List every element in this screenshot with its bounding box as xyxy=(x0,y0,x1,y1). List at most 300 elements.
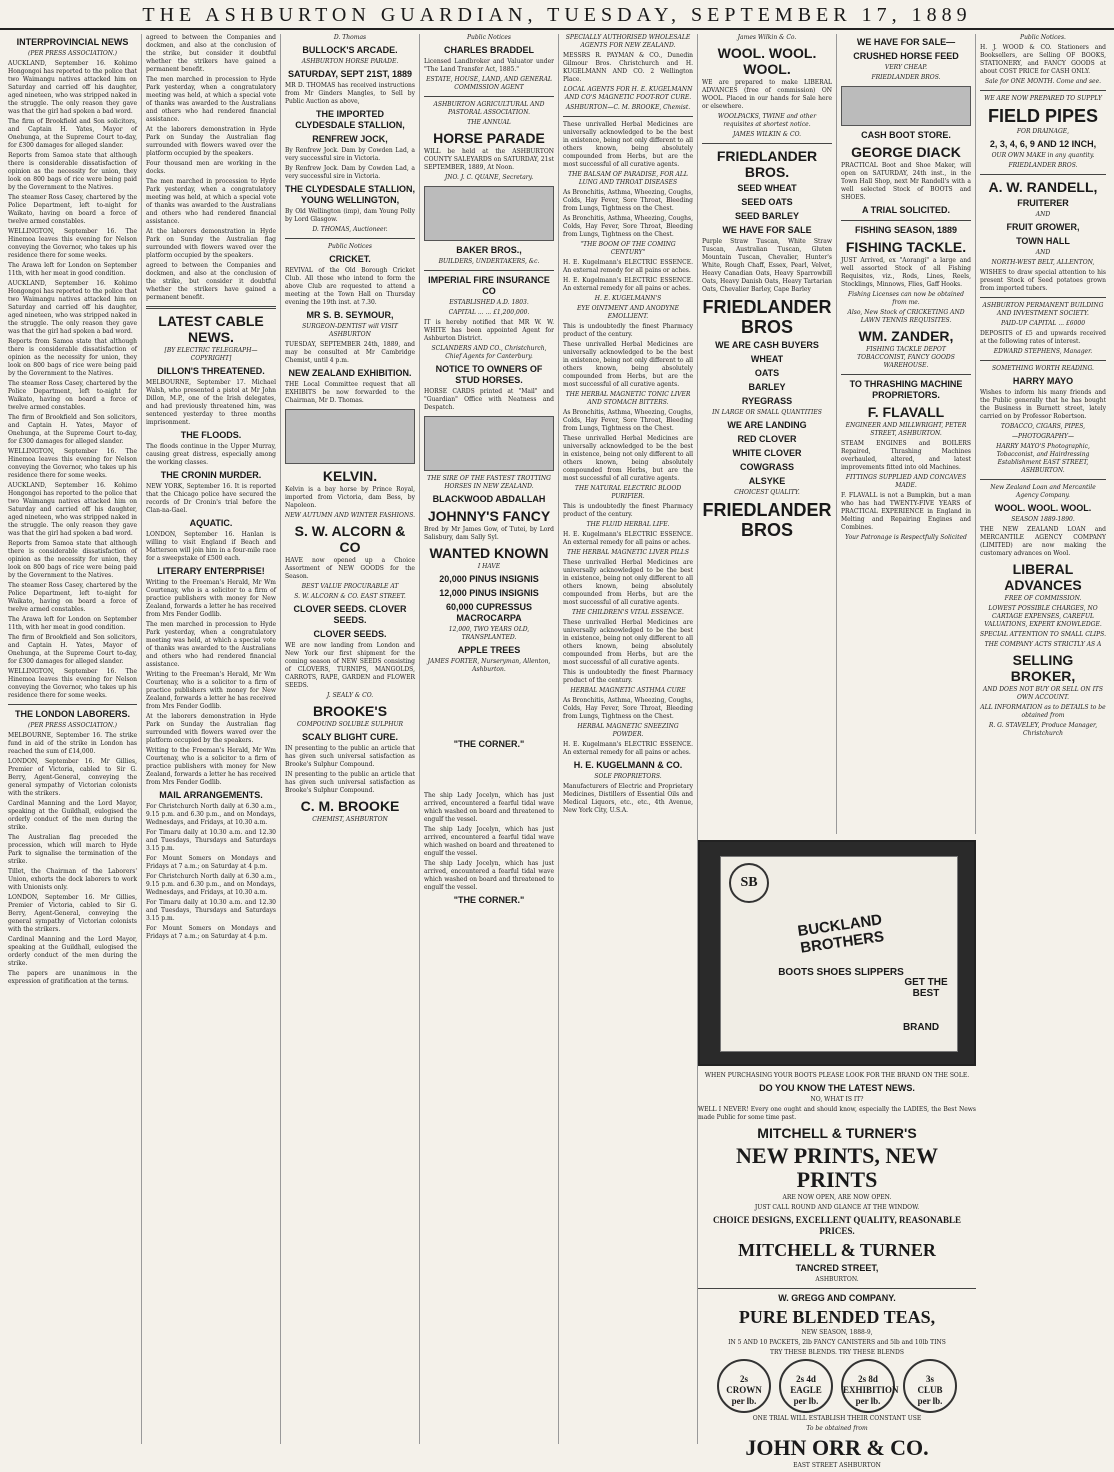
headline: THE FLOODS. xyxy=(180,430,242,440)
ad-heading: THE FLUID HERBAL LIFE. xyxy=(586,521,670,528)
ad-heading: S. W. ALCORN & CO xyxy=(294,523,406,555)
ad-heading: CRUSHED HORSE FEED xyxy=(853,51,959,61)
ad-text: WE are prepared to make LIBERAL ADVANCES (free of commission) ON WOOL. Placed in our hands for Sale here or elsewhere. xyxy=(702,79,832,110)
boot-engraving xyxy=(841,86,971,126)
ad-heading: COWGRASS xyxy=(740,462,794,472)
ad-text: ESTABLISHED A.D. 1803. xyxy=(449,299,529,306)
ad-text: EAST STREET ASHBURTON xyxy=(793,1462,881,1469)
article-text: Cardinal Manning and the Lord Mayor, speaking at the Guildhall, eulogised the orderly conduct of the men during the strike. xyxy=(8,936,137,967)
ad-text: These unrivalled Herbal Medicines are universally acknowledged to be the best in existence, being not only different to all others known, being absolutely compounded from Herbs, but are the most successful of all curative agents. xyxy=(563,341,693,388)
ad-text: JUST CALL ROUND AND GLANCE AT THE WINDOW. xyxy=(754,1204,920,1211)
article-text: Writing to the Freeman's Herald, Mr Wm Courtenay, who is a solicitor to a firm of practice publishers with money for New Zealand, forwards a letter he has received from Mrs Fender Godlib. xyxy=(146,671,276,710)
ad-heading: FIELD PIPES xyxy=(987,106,1099,126)
ad-text: These unrivalled Herbal Medicines are universally acknowledged to be the best in existence, being not only different to all others known, being absolutely compounded from Herbs, but are the most successful of all curative agents. xyxy=(563,435,693,482)
ad-heading: NOTICE TO OWNERS OF STUD HORSES. xyxy=(435,364,543,385)
ad-text: DEPOSITS of £5 and upwards received at the following rates of interest. xyxy=(980,330,1106,345)
ad-text: H. E. Kugelmann's ELECTRIC ESSENCE. An external remedy for all pains or aches. xyxy=(563,741,693,756)
carriage-engraving xyxy=(424,186,554,241)
divider xyxy=(702,143,832,144)
ad-text: WOOLPACKS, TWINE and other requisites at shortest notice. xyxy=(717,113,817,128)
article-text: For Mount Somers on Mondays and Fridays at 7 a.m.; on Saturday at 4 p.m. xyxy=(146,855,276,870)
ad-heading: FISHING TACKLE. xyxy=(845,239,967,255)
ad-heading: WHEAT xyxy=(750,354,784,364)
ad-heading: MR S. B. SEYMOUR, xyxy=(306,310,394,320)
ad-text: ASHBURTON AGRICULTURAL AND PASTORAL ASSOCIATION. xyxy=(433,101,545,116)
badge-tagline: GET THE BEST xyxy=(904,977,948,999)
tea-name: EXHIBITION xyxy=(843,1385,899,1395)
ad-text: JUST Arrived, ex "Aorangi" a large and well assorted Stock of all Fishing Requisites, viz., Rods, Lines, Reels, Stocklings, Minnows, Flies, Gaff Hooks. xyxy=(841,257,971,288)
ad-text: J. SEALY & CO. xyxy=(326,692,374,699)
ad-text: By Old Wellington (imp), dam Young Polly by Lord Glasgow. xyxy=(285,208,415,223)
divider xyxy=(424,270,554,271)
article-text: At the laborers demonstration in Hyde Park on Sunday the Australian flag surrounded with flowers waved over the platform occupied by the speakers. xyxy=(146,228,276,259)
ad-heading: A TRIAL SOLICITED. xyxy=(861,205,950,215)
ad-text: Purple Straw Tuscan, White Straw Tuscan, Australian Tuscan, Gluten Mountain Tuscan, Chevalier, Hunter's White, Rough Chaff, Essex, Pearl, Velvet, Heavy Canadian Oats, Heavy Sparrowbill Oats, Heavy Danish Oats, Heavy Tartarian Oats, Chevalier Barley, Cape Barley xyxy=(702,238,832,293)
ad-heading: BULLOCK'S ARCADE. xyxy=(302,45,398,55)
ad-text: ESTATE, HOUSE, LAND, AND GENERAL COMMISSION AGENT xyxy=(426,76,552,91)
article-text: Four thousand men are working in the docks. xyxy=(146,160,276,175)
ad-heading: A. W. RANDELL, xyxy=(988,179,1098,195)
ad-heading: PURE BLENDED TEAS, xyxy=(738,1307,936,1327)
ad-text: JAMES FORTER, Nurseryman, Allenton, Ashburton. xyxy=(427,658,551,673)
ad-text: F. FLAVALL is not a Bumpkin, but a man who has had TWENTY-FIVE YEARS of PRACTICAL EXPERIENCE in England in Melting and Repairing Engines and Combines. xyxy=(841,492,971,531)
ad-text: Public Notices xyxy=(327,243,373,250)
ad-text: WE are now landing from London and New York our first shipment for the coming season of NEW SEEDS consisting of CLOVERS, TURNIPS, MANGOLDS, CARROTS, RAPE, GARDEN and FLOWER SEEDS. xyxy=(285,642,415,689)
ad-text: FRIEDLANDER BROS. xyxy=(1008,162,1078,169)
ad-text: IN 5 AND 10 PACKETS, 2lb FANCY CANISTERS and 5lb and 10lb TINS xyxy=(728,1339,946,1346)
ad-heading: BLACKWOOD ABDALLAH xyxy=(432,494,546,504)
ad-text: THE NEW ZEALAND LOAN and MERCANTILE AGENCY COMPANY (LIMITED) are now making the customary advances on Wool. xyxy=(980,526,1106,557)
article-text: For Christchurch North daily at 6.30 a.m., 9.15 p.m. and 6.30 p.m., and on Mondays, Wednesdays, and Fridays, at 10.30 a.m. xyxy=(146,873,276,896)
badge-inner xyxy=(720,856,958,1052)
ad-heading: THE IMPORTED CLYDESDALE STALLION, xyxy=(295,109,405,130)
ad-text: Bred by Mr James Gow, of Tutei, by Lord Salisbury, dam Sally Syl. xyxy=(424,526,554,541)
ad-heading: SELLING BROKER, xyxy=(1010,652,1076,684)
ad-text: ASHBURTON HORSE PARADE. xyxy=(301,58,399,65)
article-text: Writing to the Freeman's Herald, Mr Wm Courtenay, who is a solicitor to a firm of practice publishers with money for New Zealand, forwards a letter he has received from Mrs Fender Godlib. xyxy=(146,747,276,786)
ad-text: As Bronchitis, Asthma, Wheezing, Coughs, Colds, Hay Fever, Sore Throat, Bleeding from Lungs, Tightness on the Chest. xyxy=(563,215,693,238)
sb-monogram: SB xyxy=(729,863,769,903)
article-text: For Mount Somers on Mondays and Fridays at 7 a.m.; on Saturday at 4 p.m. xyxy=(146,925,276,940)
ad-heading: KELVIN. xyxy=(322,468,378,484)
ad-text: THE ANNUAL xyxy=(467,119,511,126)
ad-heading: WANTED KNOWN xyxy=(429,545,549,561)
article-text: agreed to between the Companies and dockmen, and also at the conclusion of the strike, but consider it doubtful whether the strikers have gained a permanent benefit. xyxy=(146,262,276,301)
article-text: At the laborers demonstration in Hyde Park on Sunday the Australian flag surrounded with flowers waved over the platform occupied by the speakers. xyxy=(146,713,276,744)
ad-text: Also, New Stock of CRICKETING AND LAWN TENNIS REQUISITES. xyxy=(847,309,965,324)
article-text: NEW YORK, September 16. It is reported that the Chicago police have secured the records of Dr Cronin's trial before the Clan-na-Gael. xyxy=(146,483,276,514)
column-4 xyxy=(420,34,559,1444)
ad-text: S. W. ALCORN & CO. EAST STREET. xyxy=(294,593,406,600)
ad-text: AND xyxy=(1035,211,1051,218)
ad-text: FITTINGS SUPPLIED AND CONCAVES MADE. xyxy=(845,474,967,489)
tea-unit: per lb. xyxy=(917,1396,943,1406)
ad-heading: WE HAVE FOR SALE xyxy=(722,225,812,235)
ad-heading: F. FLAVALL xyxy=(867,404,945,420)
ad-heading: "THE BOOM OF THE COMING CENTURY" xyxy=(580,241,676,256)
ad-heading: THE CHILDREN'S VITAL ESSENCE. xyxy=(572,609,684,616)
buckland-brand-badge xyxy=(698,840,976,1066)
ad-heading: 2, 3, 4, 6, 9 AND 12 INCH, xyxy=(989,139,1097,149)
article-text: The men marched in procession to Hyde Park yesterday, when a congratulatory meeting was held, at which a special vote of thanks was awarded to the Australians and others who had rendered financial assistance. xyxy=(146,76,276,123)
ad-heading: SEED WHEAT xyxy=(737,183,797,193)
ad-text: REVIVAL of the Old Borough Cricket Club. All those who intend to form the above Club are requested to attend a meeting at the Town Hall on Thursday evening the 19th inst. at 7.30. xyxy=(285,267,415,306)
article-text: The floods continue in the Upper Murray, causing great distress, especially among the working classes. xyxy=(146,443,276,466)
divider xyxy=(980,297,1106,298)
article-text: LONDON, September 16. Mr Gillies, Premier of Victoria, cabled to Sir G. Berry, Agent-General, conveying the general sympathy of Victorian colonists with the strikers. xyxy=(8,894,137,933)
ad-text: WISHES to draw special attention to his present Stock of Seed potatoes grown from imported tubers. xyxy=(980,269,1106,292)
ad-heading: IMPERIAL FIRE INSURANCE CO xyxy=(428,275,550,296)
tea-badge-eagle xyxy=(779,1359,833,1413)
ad-heading: LIBERAL ADVANCES xyxy=(1004,561,1082,593)
article-text: agreed to between the Companies and dockmen, and also at the conclusion of the strike, but consider it doubtful whether the strikers have gained a permanent benefit. xyxy=(146,34,276,73)
tea-price: 3s xyxy=(925,1374,934,1384)
column-8 xyxy=(976,34,1110,1444)
ad-heading: TOWN HALL xyxy=(1016,236,1070,246)
ad-text: H. E. Kugelmann's ELECTRIC ESSENCE. An external remedy for all pains or aches. xyxy=(563,531,693,546)
divider xyxy=(841,220,971,221)
article-text: MELBOURNE, September 16. The strike fund in aid of the strike in London has reached the sum of £14,000. xyxy=(8,732,137,755)
tea-name: EAGLE xyxy=(790,1385,822,1395)
horse-engraving xyxy=(285,409,415,464)
article-text: AUCKLAND, September 16. Kohimo Hongongoi has reported to the police that two Waimangu natives attacked him on Saturday and carried off his daughter, aged nineteen, who was stripped naked in the struggle. The only reason they gave was that the girl had spoken a bad word. xyxy=(8,280,137,335)
ad-heading: CHOICE DESIGNS, EXCELLENT QUALITY, REASONABLE PRICES. xyxy=(712,1215,962,1236)
ad-text: H. J. WOOD & CO. Stationers and Booksellers, are Selling OF BOOKS, STATIONERY, and FANCY GOODS at about COST PRICE for CASH ONLY. xyxy=(980,44,1106,75)
ad-heading: RED CLOVER xyxy=(737,434,797,444)
ad-text: JAMES WILKIN & CO. xyxy=(732,131,802,138)
ad-text: H. E. Kugelmann's ELECTRIC ESSENCE. An external remedy for all pains or aches. xyxy=(563,259,693,274)
divider xyxy=(285,238,415,239)
divider xyxy=(698,1288,976,1289)
article-text: The firm of Brookfield and Son solicitors, and Captain H. Yates, Mayor of Onehunga, at the Supreme Court to-day, for £300 damages for alleged slander. xyxy=(8,118,137,149)
headline: MAIL ARRANGEMENTS. xyxy=(159,790,263,800)
ad-heading: HORSE PARADE xyxy=(433,130,545,146)
tea-unit: per lb. xyxy=(855,1396,881,1406)
ad-text: HAVE now opened up a Choice Assortment of NEW GOODS for the Season. xyxy=(285,557,415,580)
ad-text: IN presenting to the public an article that has given such universal satisfaction as Brooke's Sulphur Compound. xyxy=(285,771,415,794)
ad-text: This is undoubtedly the finest Pharmacy product of the century. xyxy=(563,669,693,684)
divider xyxy=(563,116,693,117)
ad-text: This is undoubtedly the finest Pharmacy product of the century. xyxy=(563,323,693,338)
ad-text: TUESDAY, SEPTEMBER 24th, 1889, and may be consulted at Mr Cambridge Chemist, until 4 p.m. xyxy=(285,341,415,364)
ad-heading: NEW ZEALAND EXHIBITION. xyxy=(288,368,412,378)
ad-heading: HERBAL MAGNETIC ASTHMA CURE xyxy=(570,687,686,694)
ad-heading: THE HERBAL MAGNETIC LIVER PILLS xyxy=(566,549,690,556)
ad-text: WILL be held at the ASHBURTON COUNTY SALEYARDS on SATURDAY, 21st SEPTEMBER, 1889, At Noon. xyxy=(424,148,554,171)
ad-heading: WE HAVE FOR SALE— xyxy=(856,37,956,47)
tea-badge-club xyxy=(903,1359,957,1413)
ad-text: COMPOUND SOLUBLE SULPHUR xyxy=(296,721,404,728)
ad-text: WE ARE NOW PREPARED TO SUPPLY xyxy=(984,95,1102,102)
divider xyxy=(980,360,1106,361)
article-text: The steamer Ross Casey, chartered by the Police Department, left to-night for Waikato, having on board a force of twelve armed constables. xyxy=(8,582,137,613)
divider xyxy=(980,90,1106,91)
tea-price: 2s 4d xyxy=(796,1374,816,1384)
ad-heading: CRICKET. xyxy=(329,254,371,264)
article-text: The Australian flag preceded the procession, which will march to Hyde Park to signalise the termination of the strike. xyxy=(8,834,137,865)
headline: THE LONDON LABORERS. xyxy=(14,709,130,719)
ad-heading: SEED OATS xyxy=(741,197,793,207)
ad-heading: FISHING SEASON, 1889 xyxy=(854,225,958,235)
ad-text: D. THOMAS, Auctioneer. xyxy=(312,226,388,233)
ad-heading: SCALY BLIGHT CURE. xyxy=(301,732,398,742)
ad-text: —PHOTOGRAPHY— xyxy=(1012,433,1074,440)
article-text: The ship Lady Jocelyn, which has just arrived, encountered a fearful tidal wave which washed on board and threatened to engulf the vessel. xyxy=(424,792,554,823)
ad-text: MESSRS R. PAYMAN & CO., Dunedin Gilmour Bros. Christchurch and H. KUGELMANN AND CO. 2 Wellington Place. xyxy=(563,52,693,83)
ad-text: TOBACCO, CIGARS, PIPES, xyxy=(1000,423,1086,430)
ad-heading: DO YOU KNOW THE LATEST NEWS. xyxy=(759,1083,915,1093)
article-text: Reports from Samoa state that although there is considerable dissatisfaction of opinion as the necessity for union, they look on 800 bags of rice were being paid by the Government to the Natives. xyxy=(8,540,137,579)
ad-text: IN presenting to the public an article that has given such universal satisfaction as Brooke's Sulphur Compound. xyxy=(285,745,415,768)
ad-text: SURGEON-DENTIST will VISIT ASHBURTON xyxy=(302,323,398,338)
article-text: The papers are unanimous in the expression of gratification at the terms. xyxy=(8,970,137,985)
column-3 xyxy=(281,34,420,1444)
ad-text: BEST VALUE PROCURABLE AT xyxy=(301,583,399,590)
ad-heading: GEORGE DIACK xyxy=(851,144,961,160)
ad-text: Public Notices xyxy=(466,34,512,41)
column-2 xyxy=(142,34,281,1444)
ad-text: 12,000, TWO YEARS OLD, TRANSPLANTED. xyxy=(448,626,530,641)
ad-text: R. G. STAVELEY, Produce Manager, Christchurch xyxy=(988,722,1098,737)
ad-text: CHOICEST QUALITY. xyxy=(734,489,800,496)
tea-name: CLUB xyxy=(917,1385,943,1395)
divider xyxy=(980,174,1106,175)
ad-heading: TO THRASHING MACHINE PROPRIETORS. xyxy=(849,379,963,400)
ad-text: FOR DRAINAGE, xyxy=(1016,128,1070,135)
ad-text: ASHBURTON—C. M. BROOKE, Chemist. xyxy=(565,104,691,111)
ad-heading: WOOL. WOOL. WOOL. xyxy=(717,45,817,77)
ad-text: EYE OINTMENT AND ANODYNE EMOLLIENT. xyxy=(576,305,680,320)
ad-text: FREE OF COMMISSION. xyxy=(1004,595,1082,602)
ad-text: This is undoubtedly the finest Pharmacy product of the century. xyxy=(563,503,693,518)
ad-heading: H. E. KUGELMANN'S xyxy=(594,295,662,302)
ad-heading: W. GREGG AND COMPANY. xyxy=(778,1293,896,1303)
ad-heading: BARLEY xyxy=(748,382,786,392)
ad-heading: 20,000 PINUS INSIGNIS xyxy=(439,574,539,584)
article-text: Writing to the Freeman's Herald, Mr Wm Courtenay, who is a solicitor to a firm of practice publishers with money for New Zealand, forwards a letter he has received from Mrs Fender Godlib. xyxy=(146,579,276,618)
ad-text: As Bronchitis, Asthma, Wheezing, Coughs, Colds, Hay Fever, Sore Throat, Bleeding from Lungs, Tightness on the Chest. xyxy=(563,189,693,212)
tea-unit: per lb. xyxy=(731,1396,757,1406)
tea-unit: per lb. xyxy=(793,1396,819,1406)
ad-heading: RENFREW JOCK, xyxy=(312,134,388,144)
ad-text: NO, WHAT IS IT? xyxy=(810,1096,864,1103)
article-text: For Timaru daily at 10.30 a.m. and 12.30 and Tuesdays, Thursdays and Saturdays 3.15 p.m. xyxy=(146,899,276,922)
badge-brand-word: BRAND xyxy=(902,1022,940,1033)
divider xyxy=(841,374,971,375)
article-text: WELLINGTON, September 16. The Hinemoa leaves this evening for Nelson conveying the Governor, who takes up his residence there for some weeks. xyxy=(8,448,137,479)
ad-heading: CLOVER SEEDS. CLOVER SEEDS. xyxy=(293,604,407,625)
ad-text: BUILDERS, UNDERTAKERS, &c. xyxy=(438,258,540,265)
column-1 xyxy=(4,34,142,1444)
headline: AQUATIC. xyxy=(189,518,233,528)
ad-text: Licensed Landbroker and Valuator under "The Land Transfer Act, 1885." xyxy=(424,58,554,73)
ad-text: PRACTICAL Boot and Shoe Maker, will open on SATURDAY, 24th inst., in the Town Hall Shop, next Mr Randell's with a well selected Stock of BOOTS and SHOES. xyxy=(841,162,971,201)
column-7 xyxy=(837,34,976,834)
ad-heading: MITCHELL & TURNER'S xyxy=(757,1125,917,1141)
ad-text: These unrivalled Herbal Medicines are universally acknowledged to be the best in existence, being not only different to all others known, being absolutely compounded from Herbs, but are the most successful of all curative agents. xyxy=(563,559,693,606)
ad-text: CHEMIST, ASHBURTON xyxy=(312,816,388,823)
article-text: The steamer Ross Casey, chartered by the Police Department, left to-night for Waikato, having on board a force of twelve armed constables. xyxy=(8,380,137,411)
ad-text: Your Patronage is Respectfully Solicited xyxy=(845,534,967,541)
article-text: For Timaru daily at 10.30 a.m. and 12.30 and Tuesdays, Thursdays and Saturdays 3.15 p.m. xyxy=(146,829,276,852)
ad-text: SPECIALLY AUTHORISED WHOLESALE AGENTS FOR NEW ZEALAND. xyxy=(565,34,691,49)
subhead: [BY ELECTRIC TELEGRAPH—COPYRIGHT] xyxy=(164,347,258,362)
headline: INTERPROVINCIAL NEWS xyxy=(16,37,129,47)
ad-heading: MITCHELL & TURNER xyxy=(738,1240,936,1260)
ad-text: TRY THESE BLENDS. TRY THESE BLENDS xyxy=(770,1349,904,1356)
article-text: The Arawa left for London on September 11th, with her meat in good condition. xyxy=(8,262,137,277)
ad-text: NEW SEASON, 1888-9, xyxy=(801,1329,873,1336)
ad-text: LOWEST POSSIBLE CHARGES, NO CARTAGE EXPENSES, CAREFUL VALUATIONS, EXPERT KNOWLEDGE. xyxy=(984,605,1102,628)
ad-text: ASHBURTON. xyxy=(815,1276,859,1283)
ad-heading: ALSYKE xyxy=(748,476,786,486)
ad-heading: CLOVER SEEDS. xyxy=(313,629,387,639)
ad-text: THE Local Committee request that all EXHIBITS be now forwarded to the Chairman, Mr D. Thomas. xyxy=(285,381,415,404)
ad-text: MR D. THOMAS has received instructions from Mr Ginders Mangles, to Sell by Public Auction as above, xyxy=(285,82,415,105)
ad-heading: BAKER BROS., xyxy=(456,245,522,255)
ad-heading: THE CLYDESDALE STALLION, YOUNG WELLINGTON, xyxy=(285,184,416,205)
ad-text: PAID-UP CAPITAL ... £6000 xyxy=(1000,320,1086,327)
divider xyxy=(980,479,1106,480)
ad-text: WHEN PURCHASING YOUR BOOTS PLEASE LOOK FOR THE BRAND ON THE SOLE. xyxy=(704,1072,970,1079)
ad-text: VERY CHEAP. xyxy=(884,64,928,71)
ad-heading: WOOL. WOOL. WOOL. xyxy=(994,503,1092,513)
ad-text: AND xyxy=(1035,249,1051,256)
ad-heading: THE BALSAM OF PARADISE, FOR ALL LUNG AND THROAT DISEASES xyxy=(568,171,688,186)
ad-heading: C. M. BROOKE xyxy=(300,798,400,814)
ad-text: Sale for ONE MONTH. Come and see. xyxy=(984,78,1102,85)
article-text: The men marched in procession to Hyde Park yesterday, when a congratulatory meeting was held, at which a special vote of thanks was awarded to the Australians and others who had rendered financial assistance. xyxy=(146,178,276,225)
divider xyxy=(8,704,137,705)
ad-text: EDWARD STEPHENS, Manager. xyxy=(993,348,1093,355)
ad-heading: 60,000 CUPRESSUS MACROCARPA xyxy=(445,602,533,623)
headline: THE CRONIN MURDER. xyxy=(160,470,262,480)
article-text: The men marched in procession to Hyde Park yesterday, when a congratulatory meeting was held, at which a special vote of thanks was awarded to the Australians and others who had rendered financial assistance. xyxy=(146,621,276,668)
subhead: (PER PRESS ASSOCIATION.) xyxy=(28,722,117,729)
tea-price: 2s xyxy=(739,1374,748,1384)
ad-heading: TANCRED STREET, xyxy=(795,1263,879,1273)
ad-text: HARRY MAYO'S Photographic, Tobacconist, and Hairdressing Establishment EAST STREET, ASHBURTON. xyxy=(996,443,1090,474)
tea-price: 2s 8d xyxy=(858,1374,878,1384)
tea-badge-crown xyxy=(717,1359,771,1413)
ad-heading: HERBAL MAGNETIC SNEEZING POWDER. xyxy=(577,723,679,738)
ad-text: ONE TRIAL WILL ESTABLISH THEIR CONSTANT USE xyxy=(752,1415,922,1422)
article-text: At the laborers demonstration in Hyde Park on Sunday the Australian flag surrounded with flowers waved over the platform occupied by the speakers. xyxy=(146,126,276,157)
ad-heading: WM. ZANDER, xyxy=(858,328,954,344)
ad-text: ARE NOW OPEN, ARE NOW OPEN. xyxy=(782,1194,892,1201)
article-text: Tillet, the Chairman of the Laborers' Union, exhorts the dock laborers to work with Unionists only. xyxy=(8,868,137,891)
ad-heading: OATS xyxy=(754,368,780,378)
ad-heading: JOHN ORR & CO. xyxy=(745,1435,929,1460)
article-text: Reports from Samoa state that although there is considerable dissatisfaction of opinion as the necessity for union, they look on 800 bags of rice were being paid by the Government to the Natives. xyxy=(8,338,137,377)
divider xyxy=(424,96,554,97)
ad-heading: NEW PRINTS, NEW PRINTS xyxy=(736,1143,938,1192)
article-text: The Arawa left for London on September 11th, with her meat in good condition. xyxy=(8,616,137,631)
ad-heading: WE ARE LANDING xyxy=(727,420,807,430)
ad-heading: CHARLES BRADDEL xyxy=(444,45,534,55)
ad-text: James Wilkin & Co. xyxy=(737,34,797,41)
ad-text: IT is hereby notified that MR W. W. WHITE has been appointed Agent for Ashburton District. xyxy=(424,319,554,342)
column-5 xyxy=(559,34,698,1444)
ad-text: To be obtained from xyxy=(806,1425,868,1432)
ad-text: These unrivalled Herbal Medicines are universally acknowledged to be the best in existence, being not only different to all others known, being absolutely compounded from Herbs, but are the most successful of all curative agents. xyxy=(563,619,693,666)
article-text: AUCKLAND, September 16. Kohimo Hongongoi has reported to the police that two Waimangu natives attacked him on Saturday and carried off his daughter, aged nineteen, who was stripped naked in the struggle. The only reason they gave was that the girl had spoken a bad word. xyxy=(8,60,137,115)
ad-heading: SATURDAY, SEPT 21ST, 1889 xyxy=(287,69,413,79)
tea-badges xyxy=(698,1359,976,1413)
article-text: The ship Lady Jocelyn, which has just arrived, encountered a fearful tidal wave which washed on board and threatened to engulf the vessel. xyxy=(424,826,554,857)
ad-heading: FRIEDLANDER BROS xyxy=(702,500,832,540)
ad-text: WELL I NEVER! Every one ought and should know, especially the LADIES, the Best News made Public for some time past. xyxy=(698,1106,976,1121)
ad-text: CAPITAL ... ... £1,200,000. xyxy=(448,309,530,316)
ad-heading: WE ARE CASH BUYERS xyxy=(715,340,819,350)
ad-heading: THE NATURAL ELECTRIC BLOOD PURIFIER. xyxy=(574,485,682,500)
tea-name: CROWN xyxy=(726,1385,762,1395)
ad-text: AND DOES NOT BUY OR SELL ON ITS OWN ACCOUNT. xyxy=(982,686,1104,701)
ad-heading: FRIEDLANDER BROS. xyxy=(716,148,818,180)
badge-subtitle: BOOTS SHOES SLIPPERS xyxy=(778,967,904,978)
ad-heading: "THE CORNER." xyxy=(453,739,525,749)
article-text: LONDON, September 16. Hanlan is willing to visit England if Beach and Matterson will join him in a four-mile race for a sweepstake of £500 each. xyxy=(146,531,276,562)
ad-text: SOMETHING WORTH READING. xyxy=(992,365,1094,372)
ad-heading: APPLE TREES xyxy=(457,645,521,655)
ad-text: IN LARGE OR SMALL QUANTITIES xyxy=(712,409,822,416)
badge-brand-name: BUCKLAND BROTHERS xyxy=(796,911,886,957)
article-text: WELLINGTON, September 16. The Hinemoa leaves this evening for Nelson conveying the Governor, who takes up his residence there for some weeks. xyxy=(8,668,137,699)
ad-text: SCLANDERS AND CO., Christchurch, Chief Agents for Canterbury. xyxy=(431,345,547,360)
headline: DILLON'S THREATENED. xyxy=(157,366,265,376)
ad-heading: WHITE CLOVER xyxy=(732,448,802,458)
ad-heading: FRUITERER xyxy=(1017,198,1069,208)
ad-text: Wishes to inform his many friends and the Public generally that he has bought the Business in Burnett street, lately carried on by Professor Robertson. xyxy=(980,389,1106,420)
ad-heading: FRIEDLANDER BROS xyxy=(702,297,832,337)
ad-text: NEW AUTUMN AND WINTER FASHIONS. xyxy=(285,512,416,519)
ad-text: OUR OWN MAKE in any quantity. xyxy=(991,152,1095,159)
ad-text: THE SIRE OF THE FASTEST TROTTING HORSES IN NEW ZEALAND. xyxy=(427,475,551,490)
ad-text: I HAVE xyxy=(477,563,501,570)
ad-text: SEASON 1889-1890. xyxy=(1011,516,1075,523)
column-6 xyxy=(698,34,837,834)
ad-heading: 12,000 PINUS INSIGNIS xyxy=(439,588,539,598)
ad-text: HORSE CARDS printed at "Mail" and "Guardian" Office with Neatness and Despatch. xyxy=(424,388,554,411)
ad-text: FRIEDLANDER BROS. xyxy=(871,74,941,81)
ad-text: ENGINEER AND MILLWRIGHT, PETER STREET, ASHBURTON. xyxy=(845,422,967,437)
headline: LATEST CABLE NEWS. xyxy=(158,313,264,345)
headline: LITERARY ENTERPRISE! xyxy=(157,566,265,576)
article-text: MELBOURNE, September 17. Michael Walsh, who presented a pistol at Mr John Dillon, M.P., one of the Irish delegates, and had previously threatened him, was sentenced yesterday to three months imprisonment. xyxy=(146,379,276,426)
ad-text: NORTH-WEST BELT, ALLENTON, xyxy=(991,259,1095,266)
article-text: Cardinal Manning and the Lord Mayor, speaking at the Guildhall, eulogised the orderly conduct of the men during the strike. xyxy=(8,800,137,831)
masthead: THE ASHBURTON GUARDIAN, TUESDAY, SEPTEMBER 17, 1889 xyxy=(0,0,1114,30)
ad-text: Kelvin is a bay horse by Prince Royal, imported from Victoria, dam Bess, by Napoleon. xyxy=(285,486,415,509)
trotter-engraving xyxy=(424,416,554,471)
ad-text: THE COMPANY ACTS STRICTLY AS A xyxy=(984,641,1102,648)
ad-text: SOLE PROPRIETORS. xyxy=(594,773,662,780)
ad-text: As Bronchitis, Asthma, Wheezing, Coughs, Colds, Hay Fever, Sore Throat, Bleeding from Lungs, Tightness on the Chest. xyxy=(563,409,693,432)
article-text: The steamer Ross Casey, chartered by the Police Department, left to-night for Waikato, having on board a force of twelve armed constables. xyxy=(8,194,137,225)
ad-heading: THE HERBAL MAGNETIC TONIC LIVER AND STOMACH BITTERS. xyxy=(565,391,691,406)
ad-text: FISHING TACKLE DEPOT TOBACCONIST, FANCY GOODS WAREHOUSE. xyxy=(857,346,955,369)
ad-heading: RYEGRASS xyxy=(741,396,793,406)
ad-text: Public Notices. xyxy=(1020,34,1066,41)
article-text: The firm of Brookfield and Son solicitors, and Captain H. Yates, Mayor of Onehunga, at the Supreme Court to-day, for £300 damages for alleged slander. xyxy=(8,414,137,445)
ad-text: LOCAL AGENTS FOR H. E. KUGELMANN AND CO'S MAGNETIC FOOT-ROT CURE. xyxy=(563,86,693,101)
ad-text: H. E. Kugelmann's ELECTRIC ESSENCE. An external remedy for all pains or aches. xyxy=(563,277,693,292)
ad-text: Fishing Licenses can now be obtained from me. xyxy=(848,291,964,306)
article-text: The firm of Brookfield and Son solicitors, and Captain H. Yates, Mayor of Onehunga, at the Supreme Court to-day, for £300 damages for alleged slander. xyxy=(8,634,137,665)
article-text: For Christchurch North daily at 6.30 a.m., 9.15 p.m. and 6.30 p.m., and on Mondays, Wednesdays, and Fridays, at 10.30 a.m. xyxy=(146,803,276,826)
ad-heading: FRUIT GROWER, xyxy=(1006,222,1080,232)
ad-text: By Renfrew Jock. Dam by Cowden Lad, a very successful sire in Victoria. xyxy=(285,165,415,180)
